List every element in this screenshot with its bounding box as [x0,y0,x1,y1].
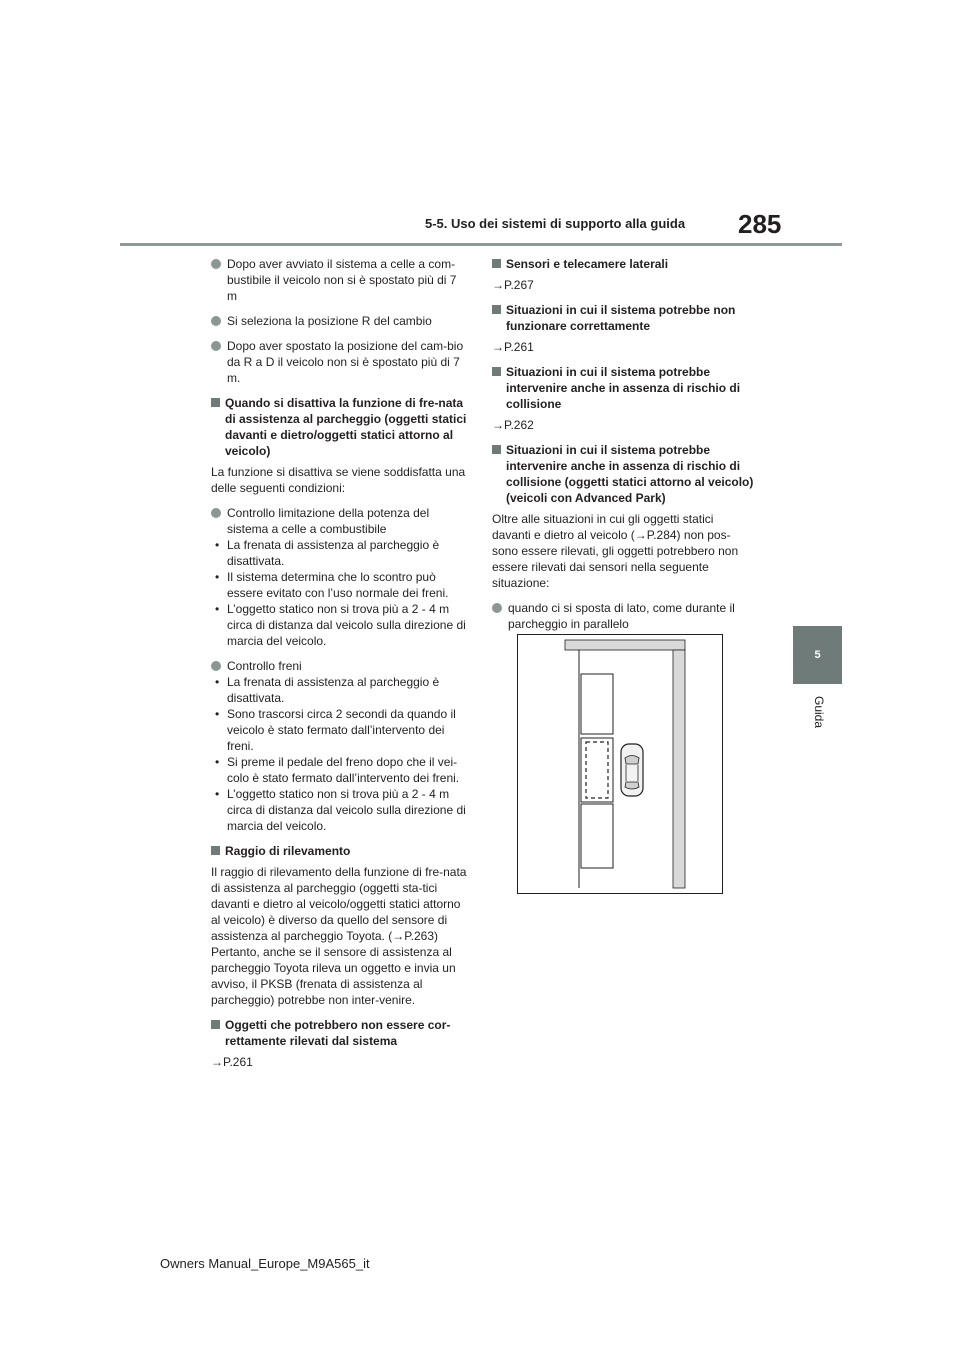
dash-item: • Il sistema determina che lo scontro può essere evitato con l’uso normale dei freni. [211,569,467,601]
dash-item: • Sono trascorsi circa 2 secondi da quando il veicolo è stato fermato dall’intervento dei freni. [211,706,467,754]
section-title: 5-5. Uso dei sistemi di supporto alla guida [425,216,686,231]
paragraph: Il raggio di rilevamento della funzione di fre-nata di assistenza al parcheggio (oggetti sta-tici davanti e dietro al veicolo/oggetti statici attorno al veicolo) è diverso da quello del sensore di assistenza al parcheggio Toyota. (→P.263) Pertanto, anche se il sensore di assistenza al parcheggio Toyota rileva un oggetto e invia un avviso, il PKSB (frenata di assistenza al parcheggio) potrebbe non inter-venire. [211,865,467,1007]
bullet-item: Dopo aver spostato la posizione del cam-bio da R a D il veicolo non si è spostato più di 7 m. [211,338,467,386]
page-reference: →P.262 [492,418,534,432]
chapter-label [810,692,828,732]
bullet-item: Controllo freni [211,658,467,674]
car-icon [621,744,643,796]
right-column [492,256,754,641]
page-reference: →P.267 [492,278,534,292]
page-reference: →P.261 [492,340,534,354]
section-heading: Situazioni in cui il sistema potrebbe intervenire anche in assenza di rischio di collisione [492,364,754,412]
section-heading: Situazioni in cui il sistema potrebbe non funzionare correttamente [492,302,754,334]
wall-top [565,640,685,650]
section-heading: Sensori e telecamere laterali [492,256,754,272]
section-heading: Quando si disattiva la funzione di fre-nata di assistenza al parcheggio (oggetti statici davanti e dietro/oggetti statici attorno al veicolo) [211,395,467,459]
dash-item: • L’oggetto statico non si trova più a 2 - 4 m circa di distanza dal veicolo sulla direzione di marcia del veicolo. [211,601,467,649]
chapter-label-text: Guida [812,695,826,729]
section-heading: Oggetti che potrebbero non essere cor-rettamente rilevati dal sistema [211,1017,467,1049]
dash-item: • La frenata di assistenza al parcheggio è disattivata. [211,537,467,569]
bullet-item: Dopo aver avviato il sistema a celle a com-bustibile il veicolo non si è spostato più di 7 m [211,256,467,304]
bullet-item: Si seleziona la posizione R del cambio [211,313,467,329]
dash-item: • Si preme il pedale del freno dopo che il vei-colo è stato fermato dall’intervento dei freni. [211,754,467,786]
condition-group [211,505,467,649]
chapter-tab: 5 [793,626,842,684]
section-heading: Situazioni in cui il sistema potrebbe intervenire anche in assenza di rischio di collisione (oggetti statici attorno al veicolo) (veicoli con Advanced Park) [492,442,754,506]
paragraph: Oltre alle situazioni in cui gli oggetti statici davanti e dietro al veicolo (→P.284) non pos-sono essere rilevati, gli oggetti potrebbero non essere rilevati dai sensori nella seguente situazione: [492,512,739,590]
figure-frame [518,635,723,894]
footer-text: Owners Manual_Europe_M9A565_it [160,1256,370,1271]
parallel-parking-illustration [517,634,723,894]
condition-group [211,658,467,834]
bullet-item: Controllo limitazione della potenza del sistema a celle a combustibile [211,505,467,537]
dash-item: • La frenata di assistenza al parcheggio è disattivata. [211,674,467,706]
paragraph: La funzione si disattiva se viene soddisfatta una delle seguenti condizioni: [211,465,466,495]
page-reference: →P.261 [211,1055,253,1069]
wall-right [673,650,685,888]
page-number: 285 [738,209,782,239]
bullet-item: quando ci si sposta di lato, come durante il parcheggio in parallelo [492,600,754,632]
dash-item: • L’oggetto statico non si trova più a 2 - 4 m circa di distanza dal veicolo sulla direzione di marcia del veicolo. [211,786,467,834]
header-rule [120,243,842,246]
left-column [211,256,467,1079]
section-heading: Raggio di rilevamento [211,843,467,859]
parking-slot [581,804,613,868]
parking-slot [581,674,613,734]
